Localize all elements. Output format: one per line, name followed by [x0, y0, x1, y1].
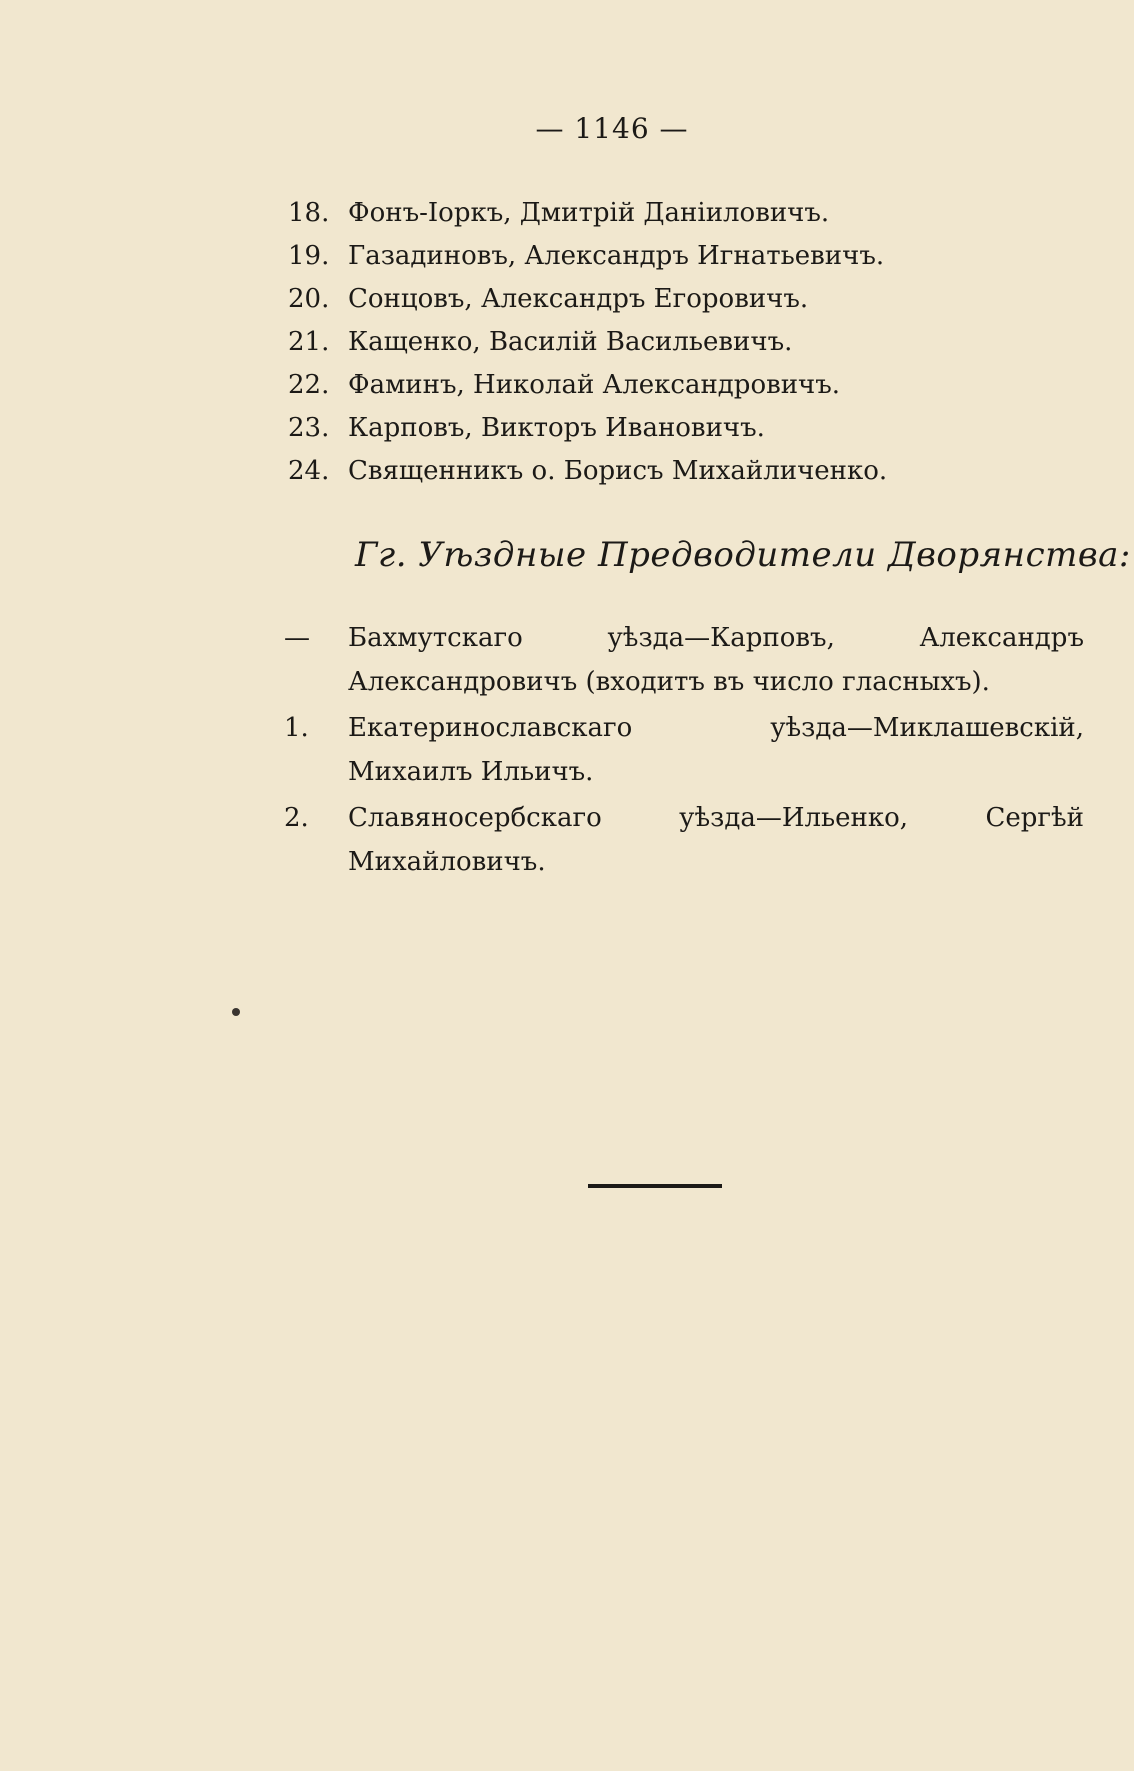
item-name: Сонцовъ, Александръ Егоровичъ.: [348, 284, 809, 314]
list-item: [284, 616, 1084, 704]
item-name: Карповъ, Викторъ Ивановичъ.: [348, 413, 765, 443]
list-item: [288, 321, 1088, 364]
list-item: [288, 278, 1088, 321]
list-item: [288, 364, 1088, 407]
item-marker: —: [284, 623, 310, 653]
item-number: 22.: [288, 370, 330, 400]
item-text: Бахмутскаго уѣзда—Карповъ, Александръ Александровичъ (входитъ въ число гласныхъ).: [348, 623, 1084, 697]
marshals-list: [284, 616, 1084, 886]
item-text: Екатеринославскаго уѣзда—Миклашевскій, Михаилъ Ильичъ.: [348, 713, 1084, 787]
item-name: Фаминъ, Николай Александровичъ.: [348, 370, 841, 400]
section-heading: Гг. Уѣздные Предводители Дворянства:: [355, 535, 1131, 575]
members-list: [288, 192, 1088, 493]
list-item: [288, 192, 1088, 235]
item-number: 19.: [288, 241, 330, 271]
item-marker: 2.: [284, 803, 309, 833]
item-number: 21.: [288, 327, 330, 357]
item-name: Газадиновъ, Александръ Игнатьевичъ.: [348, 241, 885, 271]
item-number: 18.: [288, 198, 330, 228]
section-divider: [588, 1184, 722, 1188]
ink-spot: [232, 1008, 240, 1016]
item-name: Кащенко, Василій Васильевичъ.: [348, 327, 793, 357]
item-number: 24.: [288, 456, 330, 486]
list-item: [288, 235, 1088, 278]
list-item: [288, 407, 1088, 450]
list-item: [284, 796, 1084, 884]
item-name: Фонъ-Іоркъ, Дмитрій Даніиловичъ.: [348, 198, 830, 228]
list-item: [288, 450, 1088, 493]
list-item: [284, 706, 1084, 794]
item-name: Священникъ о. Борисъ Михайличенко.: [348, 456, 888, 486]
item-marker: 1.: [284, 713, 309, 743]
item-text: Славяносербскаго уѣзда—Ильенко, Сергѣй Михайловичъ.: [348, 803, 1084, 877]
item-number: 23.: [288, 413, 330, 443]
page-number: — 1146 —: [535, 112, 689, 145]
item-number: 20.: [288, 284, 330, 314]
